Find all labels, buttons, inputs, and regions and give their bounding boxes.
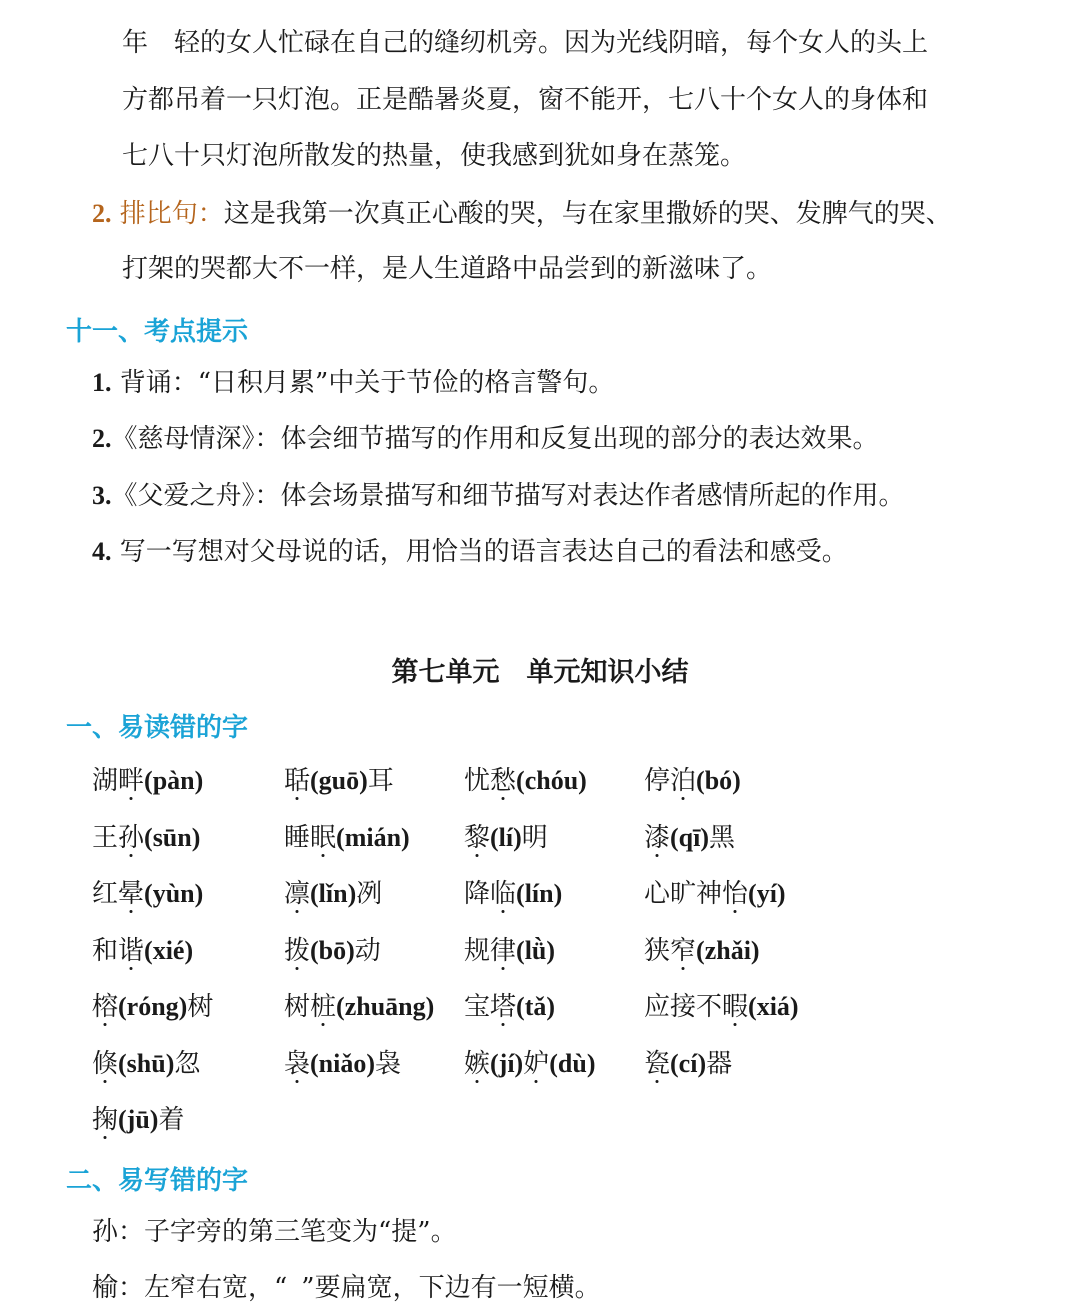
item-number: 2. — [92, 199, 112, 228]
word-item: 榕(róng)树 — [92, 992, 214, 1022]
word-grid — [92, 760, 864, 1156]
word-item: 瓷(cí)器 — [644, 1048, 733, 1079]
item-number: 2. — [92, 424, 112, 453]
item-text: 这是我第一次真正心酸的哭，与在家里撒娇的哭、发脾气的哭、 — [223, 199, 952, 229]
item-text: 写一写想对父母说的话，用恰当的语言表达自己的看法和感受。 — [119, 537, 848, 567]
item-label: 排比句： — [119, 199, 224, 229]
word-item: 应接不暇(xiá) — [644, 992, 799, 1022]
word-item: 倏(shū)忽 — [92, 1048, 201, 1079]
paragraph-line: 年 轻的女人忙碌在自己的缝纫机旁。因为光线阴暗，每个女人的头上 — [122, 28, 929, 58]
item-number: 4. — [92, 537, 112, 566]
paragraph-line: 孙：子字旁的第三笔变为“提”。 — [92, 1217, 457, 1247]
list-item — [92, 423, 879, 455]
word-item: 黎(lí)明 — [464, 822, 548, 853]
word-item: 湖畔(pàn) — [92, 766, 204, 796]
word-item: 红晕(yùn) — [92, 879, 204, 909]
word-item: 规律(lǜ) — [464, 935, 556, 966]
list-item — [92, 536, 848, 568]
list-item — [92, 480, 905, 512]
word-item: 狭窄(zhǎi) — [644, 935, 760, 966]
word-item: 漆(qī)黑 — [644, 822, 736, 853]
word-item: 睡眠(mián) — [284, 822, 410, 853]
word-item: 忧愁(chóu) — [464, 766, 587, 796]
unit-title: 第七单元 单元知识小结 — [391, 657, 689, 688]
parallelism-item — [92, 198, 952, 230]
item-text: 《慈母情深》：体会细节描写的作用和反复出现的部分的表达效果。 — [111, 424, 879, 454]
word-item: 和谐(xié) — [92, 935, 194, 966]
word-item: 掬(jū)着 — [92, 1105, 185, 1135]
paragraph-line: 打架的哭都大不一样，是人生道路中品尝到的新滋味了。 — [122, 254, 773, 284]
word-item: 凛(lǐn)冽 — [284, 879, 383, 909]
section-heading: 二、易写错的字 — [66, 1166, 249, 1196]
section-heading: 十一、考点提示 — [66, 317, 249, 347]
word-item: 聒(guō)耳 — [284, 766, 394, 796]
word-item: 停泊(bó) — [644, 766, 741, 796]
paragraph-line: 七八十只灯泡所散发的热量，使我感到犹如身在蒸笼。 — [122, 141, 747, 171]
item-number: 3. — [92, 481, 112, 510]
item-text: 《父爱之舟》：体会场景描写和细节描写对表达作者感情所起的作用。 — [111, 481, 905, 511]
word-item: 心旷神怡(yí) — [644, 879, 786, 909]
word-item: 袅(niǎo)袅 — [284, 1048, 402, 1079]
item-text: 背诵：“日积月累”中关于节俭的格言警句。 — [119, 368, 615, 398]
word-item: 降临(lín) — [464, 879, 563, 909]
paragraph-line: 方都吊着一只灯泡。正是酷暑炎夏，窗不能开，七八十个女人的身体和 — [122, 85, 929, 115]
list-item — [92, 367, 614, 399]
paragraph-line: 榆：左窄右宽，“ ”要扁宽，下边有一短横。 — [92, 1273, 601, 1303]
word-item: 拨(bō)动 — [284, 935, 381, 966]
word-item: 树桩(zhuāng) — [284, 992, 435, 1022]
word-item: 王孙(sūn) — [92, 822, 201, 853]
item-number: 1. — [92, 368, 112, 397]
word-item: 嫉(jí)妒(dù) — [464, 1048, 596, 1079]
word-item: 宝塔(tǎ) — [464, 992, 556, 1022]
section-heading: 一、易读错的字 — [66, 713, 249, 743]
